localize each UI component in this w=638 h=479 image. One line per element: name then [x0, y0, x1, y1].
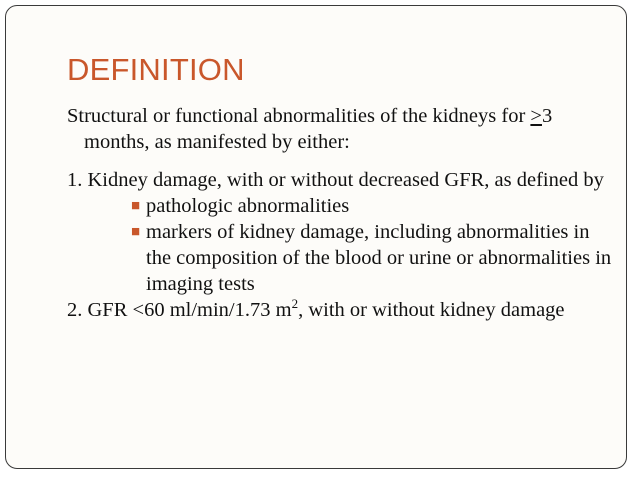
geq-symbol: > [530, 105, 542, 127]
intro-paragraph [67, 103, 615, 155]
bullet-text: pathologic abnormalities [146, 195, 350, 217]
bullet-item [129, 219, 615, 297]
bullet-list [67, 193, 615, 297]
slide-title: DEFINITION [67, 52, 245, 87]
intro-suffix: 3 months, as manifested by either: [84, 105, 553, 153]
square-bullet-icon: ■ [131, 224, 141, 240]
item-2 [67, 297, 615, 323]
item-2-prefix: 2. GFR <60 ml/min/1.73 m [67, 299, 292, 321]
item-2-suffix: , with or without kidney damage [298, 299, 565, 321]
intro-prefix: Structural or functional abnormalities of the kidneys for [67, 105, 531, 127]
bullet-item [129, 193, 615, 219]
item-1: 1. Kidney damage, with or without decreased GFR, as defined by [67, 169, 604, 191]
square-bullet-icon: ■ [131, 198, 141, 214]
slide-body [67, 103, 615, 323]
item-2-superscript: 2 [291, 296, 299, 311]
bullet-text: markers of kidney damage, including abnormalities in the composition of the blood or urine or abnormalities in imaging tests [146, 221, 612, 295]
